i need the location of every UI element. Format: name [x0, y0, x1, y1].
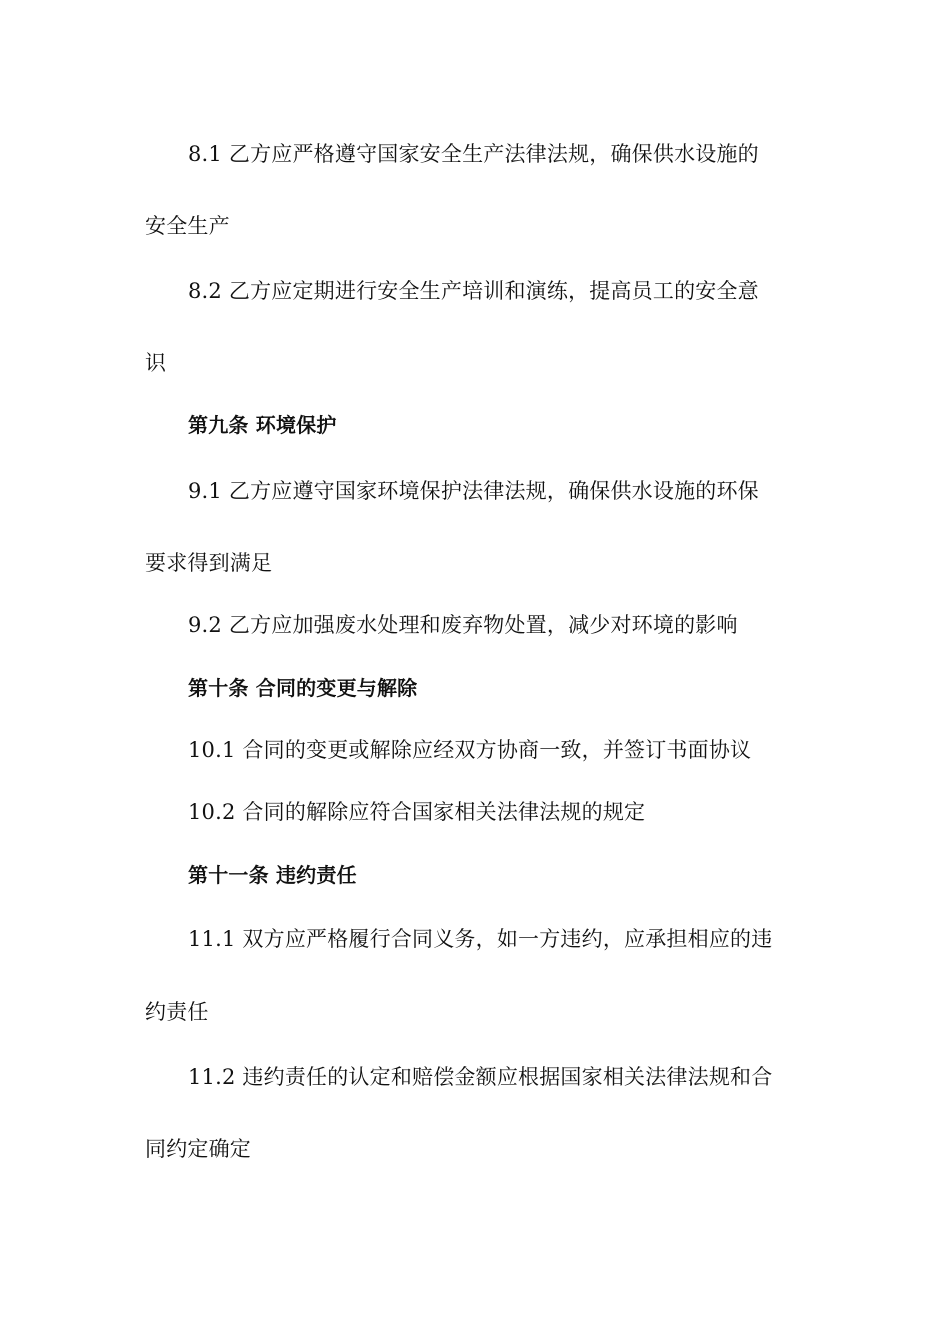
clause-9-1-line-2: 要求得到满足	[145, 551, 273, 575]
clause-11-2-line-2: 同约定确定	[145, 1137, 251, 1161]
clause-11-2-line-1: 11.2 违约责任的认定和赔偿金额应根据国家相关法律法规和合	[188, 1065, 773, 1089]
article-10-heading: 第十条 合同的变更与解除	[188, 676, 418, 700]
clause-8-1-line-2: 安全生产	[145, 214, 230, 238]
clause-10-2: 10.2 合同的解除应符合国家相关法律法规的规定	[188, 800, 646, 824]
clause-8-1-line-1: 8.1 乙方应严格遵守国家安全生产法律法规，确保供水设施的	[188, 142, 759, 166]
clause-8-2-line-2: 识	[145, 351, 167, 375]
clause-11-1-line-1: 11.1 双方应严格履行合同义务，如一方违约，应承担相应的违	[188, 927, 773, 951]
clause-9-2: 9.2 乙方应加强废水处理和废弃物处置，减少对环境的影响	[188, 613, 738, 637]
clause-9-1-line-1: 9.1 乙方应遵守国家环境保护法律法规，确保供水设施的环保	[188, 479, 759, 503]
article-9-heading: 第九条 环境保护	[188, 413, 337, 437]
clause-11-1-line-2: 约责任	[145, 1000, 209, 1024]
clause-10-1: 10.1 合同的变更或解除应经双方协商一致，并签订书面协议	[188, 738, 752, 762]
article-11-heading: 第十一条 违约责任	[188, 863, 357, 887]
clause-8-2-line-1: 8.2 乙方应定期进行安全生产培训和演练，提高员工的安全意	[188, 279, 759, 303]
